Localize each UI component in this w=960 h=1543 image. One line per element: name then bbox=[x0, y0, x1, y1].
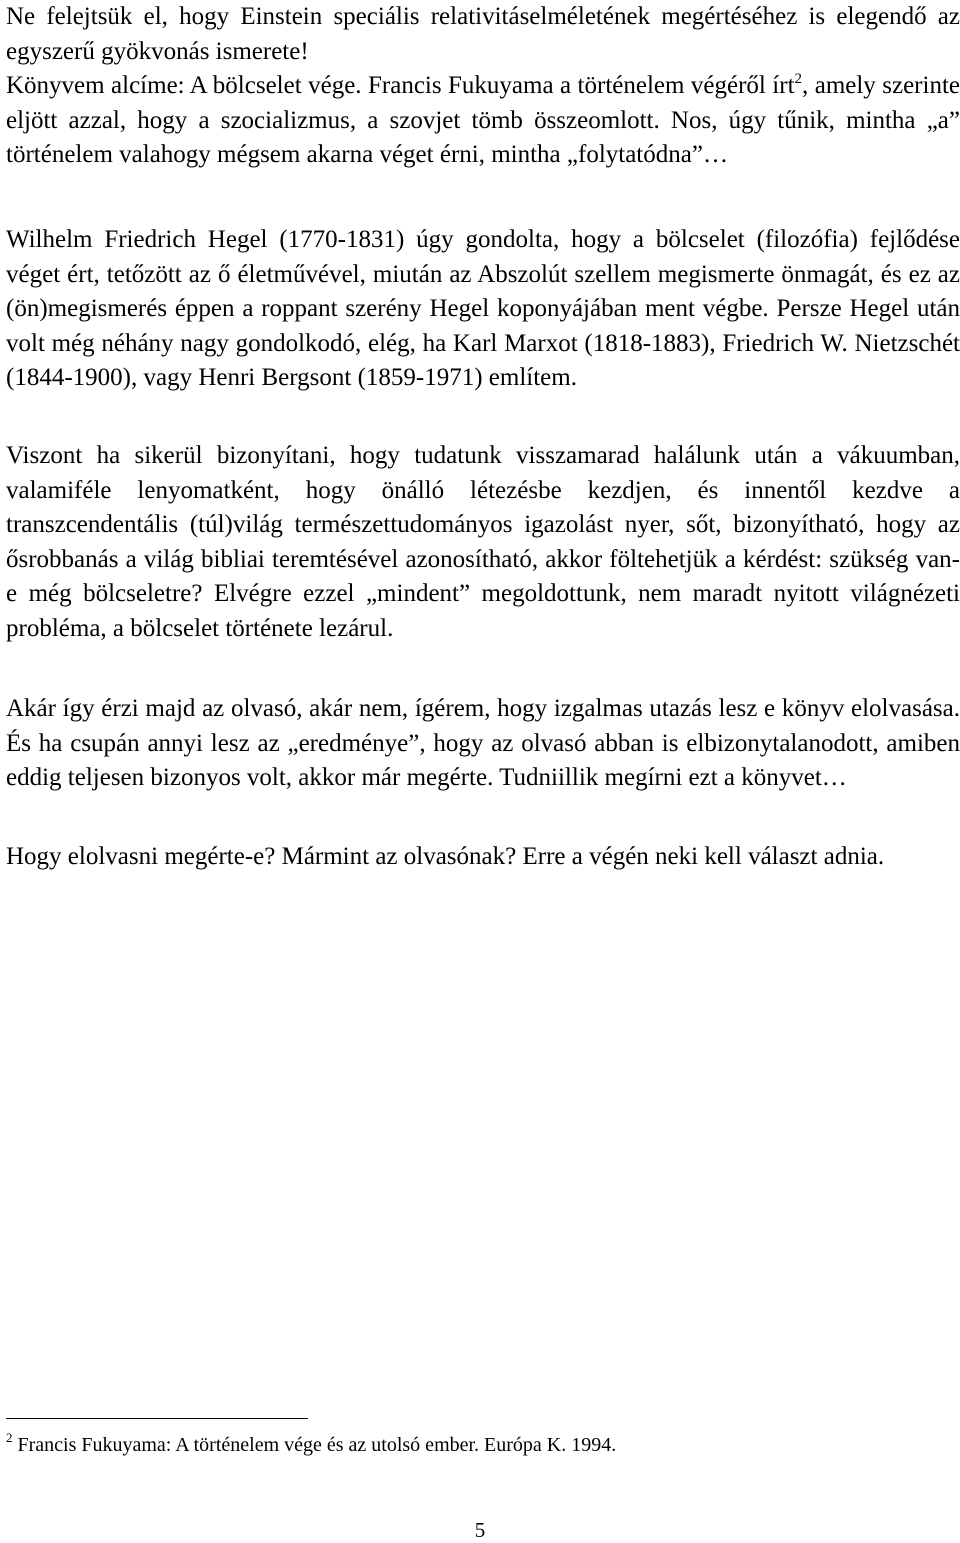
paragraph-3: Viszont ha sikerül bizonyítani, hogy tudatunk visszamarad halálunk után a vákuumban, valamiféle lenyomatként, hogy önálló létezésbe kezdjen, és innentől kezdve a transzcendentális (túl)világ természettudományos igazolást nyer, sőt, bizonyítható, hogy az ősrobbanás a világ bibliai teremtésével azonosítható, akkor föltehetjük a kérdést: szükség van-e még bölcseletre? Elvégre ezzel „mindent” megoldottunk, nem maradt nyitott világnézeti probléma, a bölcselet története lezárul. bbox=[6, 442, 960, 642]
footnote-text: Francis Fukuyama: A történelem vége és az utolsó ember. Európa K. 1994. bbox=[12, 1434, 617, 1456]
paragraph-5: Hogy elolvasni megérte-e? Mármint az olvasónak? Erre a végén neki kell választ adnia. bbox=[6, 843, 885, 870]
footnote-marker: 2 bbox=[6, 1430, 13, 1445]
footnote-reference[interactable]: 2 bbox=[794, 71, 803, 87]
footnote-separator bbox=[6, 1418, 308, 1419]
footnote bbox=[6, 1432, 616, 1458]
page-number: 5 bbox=[474, 1518, 486, 1542]
paragraph-1 bbox=[6, 0, 960, 173]
paragraph-1-line-b-continued: , amely szerinte eljött azzal, hogy a szocializmus, a szovjet tömb összeomlott. Nos, úgy tűnik, mintha „a” történelem valahogy mégsem akarna véget érni, mintha „folytatódna”… bbox=[6, 72, 960, 168]
paragraph-4: Akár így érzi majd az olvasó, akár nem, ígérem, hogy izgalmas utazás lesz e könyv elolvasása. És ha csupán annyi lesz az „eredménye”, hogy az olvasó abban is elbizonytalanodott, amiben eddig teljesen bizonyos volt, akkor már megérte. Tudniillik megírni ezt a könyvet… bbox=[6, 695, 960, 791]
paragraph-2: Wilhelm Friedrich Hegel (1770-1831) úgy gondolta, hogy a bölcselet (filozófia) fejlődése véget ért, tetőzött az ő életművével, miután az Abszolút szellem megismerte önmagát, és ez az (ön)megismerés éppen a roppant szerény Hegel koponyájában ment végbe. Persze Hegel után volt még néhány nagy gondolkodó, elég, ha Karl Marxot (1818-1883), Friedrich W. Nietzschét (1844-1900), vagy Henri Bergsont (1859-1971) említem. bbox=[6, 226, 960, 391]
paragraph-1-line-b: Könyvem alcíme: A bölcselet vége. Francis Fukuyama a történelem végéről írt bbox=[6, 72, 795, 99]
paragraph-1-line-a: Ne felejtsük el, hogy Einstein speciális relativitáselméletének megértéséhez is elegendő az egyszerű gyökvonás ismerete! bbox=[6, 3, 960, 65]
